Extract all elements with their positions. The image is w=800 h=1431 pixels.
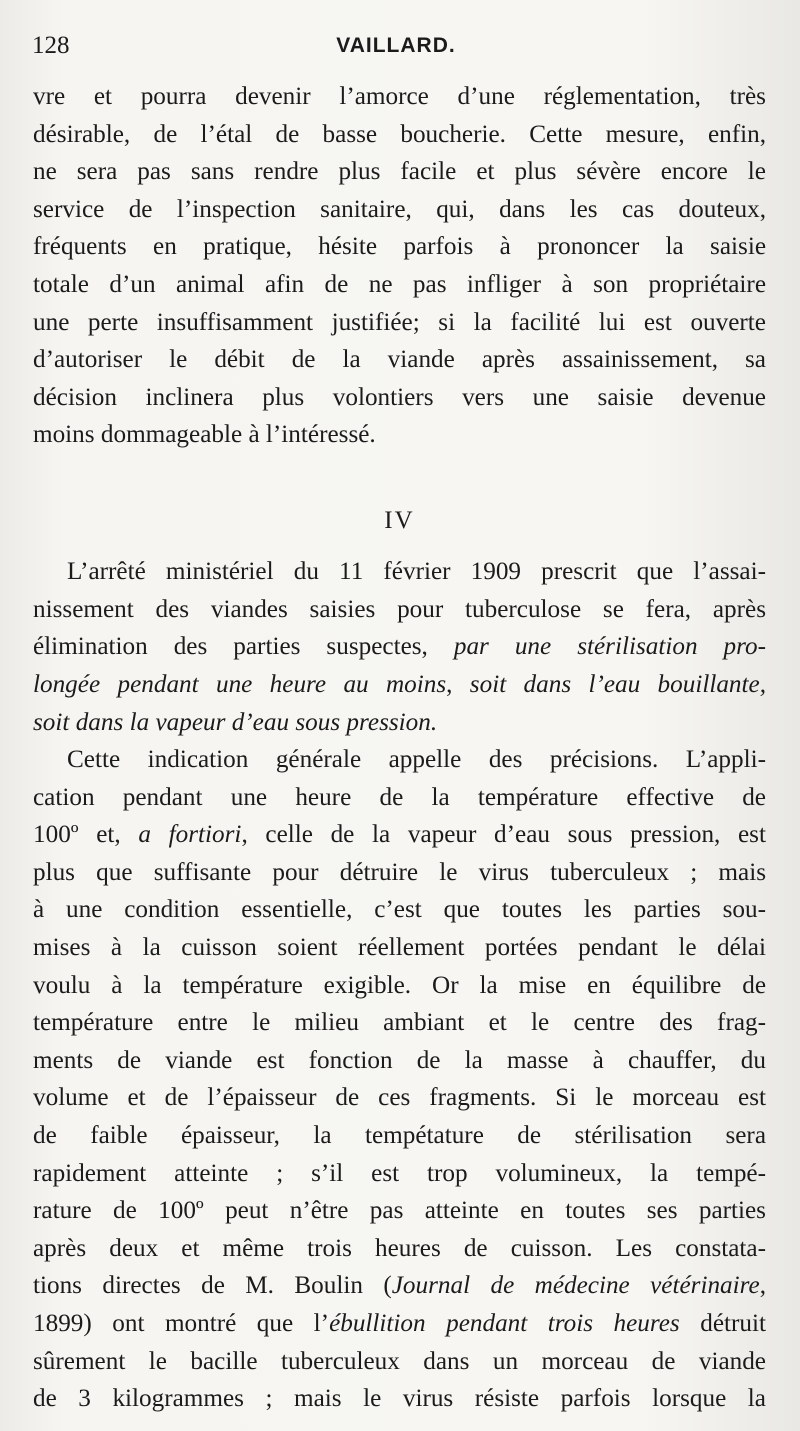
italic-run: Journal de médecine vétérinaire [391, 1272, 760, 1300]
text-line: de 3 kilogrammes ; mais le virus résiste parfois lorsque la [33, 1385, 766, 1413]
text-line: voulu à la température exigible. Or la mise en équilibre de [33, 971, 766, 999]
italic-run: soit dans l’eau bouillante, [469, 670, 766, 698]
text-line: volume et de l’épaisseur de ces fragments. Si le morceau est [33, 1084, 766, 1112]
text-run: élimination des parties suspectes, [33, 633, 454, 661]
running-head: VAILLARD. [336, 34, 456, 57]
spacer [33, 454, 766, 492]
italic-run: longée pendant une heure au moins [33, 670, 447, 698]
text-line: désirable, de l’étal de basse boucherie. Cette mesure, enfin, [33, 120, 766, 148]
text-line: sûrement le bacille tuberculeux dans un morceau de viande [33, 1347, 766, 1375]
text-run: tions directes de M. Boulin ( [33, 1272, 392, 1300]
text-line [33, 666, 766, 704]
text-line: fréquents en pratique, hésite parfois à prononcer la saisie [33, 233, 766, 261]
text-line: service de l’inspection sanitaire, qui, dans les cas douteux, [33, 195, 766, 223]
text-line: L’arrêté ministériel du 11 février 1909 prescrit que l’assai- [67, 558, 766, 586]
text-run: détruit [679, 1310, 767, 1337]
text-line: moins dommageable à l’intéressé. [33, 421, 376, 449]
text-line: rature de 100º peut n’être pas atteinte en toutes ses parties [33, 1197, 766, 1225]
paragraph-1 [33, 78, 766, 454]
text-line: nissement des viandes saisies pour tuberculose se fera, après [33, 595, 766, 623]
paragraph-3 [33, 741, 766, 1418]
text-line: après deux et même trois heures de cuisson. Les constata- [33, 1234, 766, 1262]
text-line [33, 1305, 766, 1343]
text-line: Cette indication générale appelle des précisions. L’appli- [67, 746, 766, 774]
text-line: plus que suffisante pour détruire le virus tuberculeux ; mais [33, 858, 766, 886]
text-line: rapidement atteinte ; s’il est trop volumineux, la tempé- [33, 1159, 766, 1187]
page-header [32, 32, 760, 72]
text-line: soit dans la vapeur d’eau sous pression. [33, 708, 438, 736]
italic-run: ébullition pendant trois heures [329, 1310, 680, 1337]
text-line [33, 1267, 766, 1305]
text-line [33, 628, 766, 666]
text-line: ne sera pas sans rendre plus facile et plus sévère encore le [33, 158, 766, 186]
text-line: une perte insuffisamment justifiée; si la facilité lui est ouverte [33, 308, 766, 336]
text-line: à une condition essentielle, c’est que toutes les parties sou- [33, 896, 766, 924]
page-body [33, 78, 766, 1418]
text-run: , [759, 1272, 766, 1300]
text-line: cation pendant une heure de la température effective de [33, 783, 766, 811]
text-line [33, 816, 766, 854]
text-line: vre et pourra devenir l’amorce d’une réglementation, très [33, 83, 766, 110]
italic-run: par une stérilisation pro- [453, 633, 766, 661]
text-run: 1899) ont montré que l’ [33, 1310, 330, 1337]
text-line: mises à la cuisson soient réellement portées pendant le délai [33, 934, 766, 962]
text-run: , celle de la vapeur d’eau sous pression, est [241, 821, 766, 849]
text-line: ments de viande est fonction de la masse à chauffer, du [33, 1046, 766, 1074]
text-line: d’autoriser le débit de la viande après assainissement, sa [33, 346, 766, 374]
page-number: 128 [32, 32, 70, 59]
text-line: température entre le milieu ambiant et le centre des frag- [33, 1009, 766, 1037]
text-line: de faible épaisseur, la tempétature de stérilisation sera [33, 1122, 766, 1150]
italic-run: a fortiori [138, 821, 242, 849]
text-run: , [446, 670, 470, 698]
text-line: totale d’un animal afin de ne pas infliger à son propriétaire [33, 270, 766, 298]
section-heading: IV [384, 506, 415, 534]
text-line: décision inclinera plus volontiers vers une saisie devenue [33, 383, 766, 411]
paragraph-2 [33, 553, 766, 741]
text-run: 100º et, [33, 821, 139, 849]
